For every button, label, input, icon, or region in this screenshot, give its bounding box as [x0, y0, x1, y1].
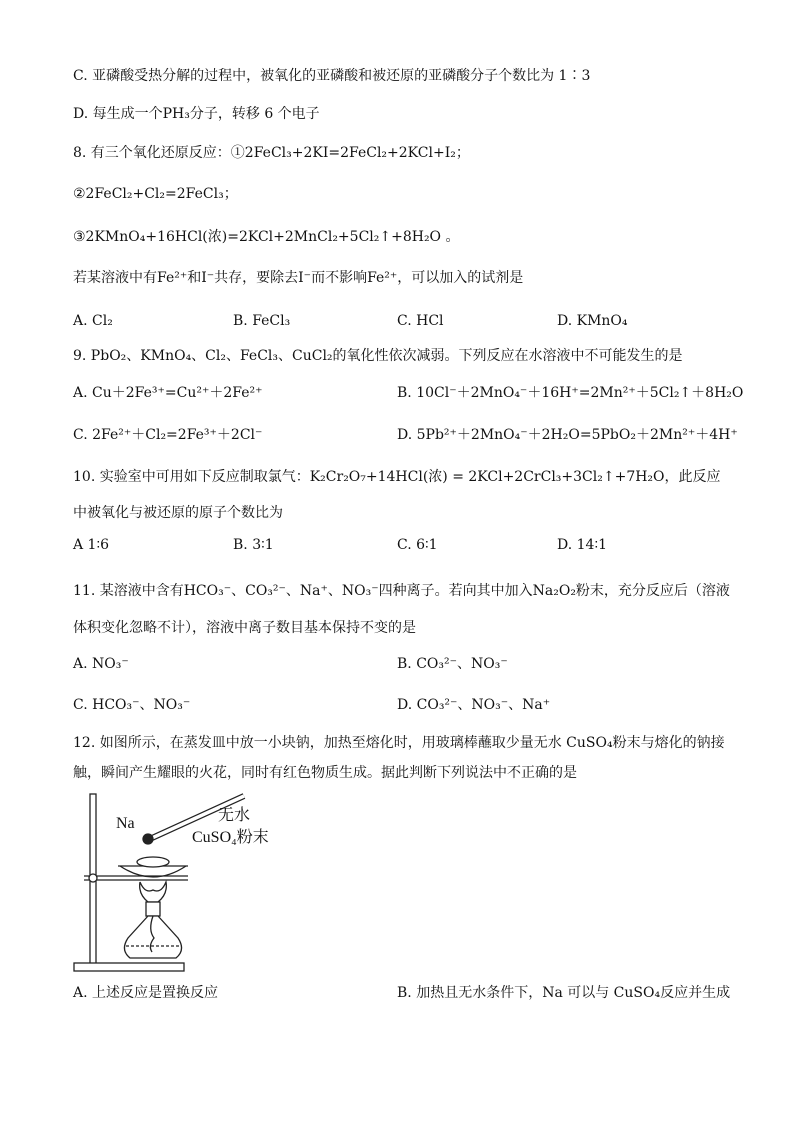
q8-stem: 8. 有三个氧化还原反应：①2FeCl₃+2KI=2FeCl₂+2KCl+I₂；: [73, 145, 470, 161]
q9-option-c: C. 2Fe²⁺＋Cl₂=2Fe³⁺＋2Cl⁻: [73, 427, 263, 443]
clamp-screw: [89, 874, 97, 882]
q8-option-d: D. KMnO₄: [557, 313, 628, 329]
q8-option-c: C. HCl: [397, 313, 444, 329]
flame: [140, 882, 167, 902]
q11-option-c: C. HCO₃⁻、NO₃⁻: [73, 697, 191, 713]
q9-option-a: A. Cu＋2Fe³⁺=Cu²⁺＋2Fe²⁺: [73, 385, 263, 401]
cuso4-powder-tip: [143, 834, 153, 844]
apparatus-figure: [68, 790, 298, 980]
q7-option-d: D. 每生成一个PH₃分子，转移 6 个电子: [73, 106, 320, 122]
q12-option-b: B. 加热且无水条件下，Na 可以与 CuSO₄反应并生成: [397, 985, 731, 1001]
label-anhydrous: 无水: [218, 807, 251, 824]
q11-option-a: A. NO₃⁻: [73, 656, 129, 672]
q9-option-b: B. 10Cl⁻＋2MnO₄⁻＋16H⁺=2Mn²⁺＋5Cl₂↑＋8H₂O: [397, 385, 744, 401]
q8-reaction-3: ③2KMnO₄+16HCl(浓)=2KCl+2MnCl₂+5Cl₂↑+8H₂O 。: [73, 229, 460, 245]
q10-option-b: B. 3∶1: [233, 537, 274, 553]
q11-stem-line2: 体积变化忽略不计），溶液中离子数目基本保持不变的是: [73, 620, 416, 636]
q10-option-a: A 1∶6: [73, 537, 110, 553]
q10-option-d: D. 14∶1: [557, 537, 607, 553]
label-na: Na: [116, 815, 135, 832]
q10-stem-line1: 10. 实验室中可用如下反应制取氯气：K₂Cr₂O₇+14HCl(浓) = 2KCl+2CrCl₃+3Cl₂↑+7H₂O，此反应: [73, 469, 721, 485]
q9-stem: 9. PbO₂、KMnO₄、Cl₂、FeCl₃、CuCl₂的氧化性依次减弱。下列反应在水溶液中不可能发生的是: [73, 348, 683, 364]
label-cuso4: CuSO₄粉末: [192, 829, 269, 846]
q12-stem-line1: 12. 如图所示，在蒸发皿中放一小块钠，加热至熔化时，用玻璃棒蘸取少量无水 CuSO₄粉末与熔化的钠接: [73, 735, 725, 751]
lamp-wick-holder: [146, 902, 160, 916]
evaporating-dish: [120, 866, 186, 877]
q11-option-d: D. CO₃²⁻、NO₃⁻、Na⁺: [397, 697, 551, 713]
q7-option-c: C. 亚磷酸受热分解的过程中，被氧化的亚磷酸和被还原的亚磷酸分子个数比为 1∶3: [73, 68, 591, 84]
apparatus-drawing: [68, 790, 298, 980]
q10-stem-line2: 中被氧化与被还原的原子个数比为: [73, 505, 283, 521]
q8-reaction-2: ②2FeCl₂+Cl₂=2FeCl₃；: [73, 186, 238, 202]
q10-option-c: C. 6∶1: [397, 537, 438, 553]
q8-option-a: A. Cl₂: [73, 313, 113, 329]
q12-stem-line2: 触，瞬间产生耀眼的火花，同时有红色物质生成。据此判断下列说法中不正确的是: [73, 765, 577, 781]
stand-base: [74, 963, 184, 971]
q12-option-a: A. 上述反应是置换反应: [73, 985, 219, 1001]
q8-option-b: B. FeCl₃: [233, 313, 291, 329]
q9-option-d: D. 5Pb²⁺＋2MnO₄⁻＋2H₂O=5PbO₂＋2Mn²⁺＋4H⁺: [397, 427, 738, 443]
q11-stem-line1: 11. 某溶液中含有HCO₃⁻、CO₃²⁻、Na⁺、NO₃⁻四种离子。若向其中加入Na₂O₂粉末，充分反应后（溶液: [73, 583, 730, 599]
q11-option-b: B. CO₃²⁻、NO₃⁻: [397, 656, 508, 672]
q8-question: 若某溶液中有Fe²⁺和I⁻共存，要除去I⁻而不影响Fe²⁺，可以加入的试剂是: [73, 270, 524, 286]
